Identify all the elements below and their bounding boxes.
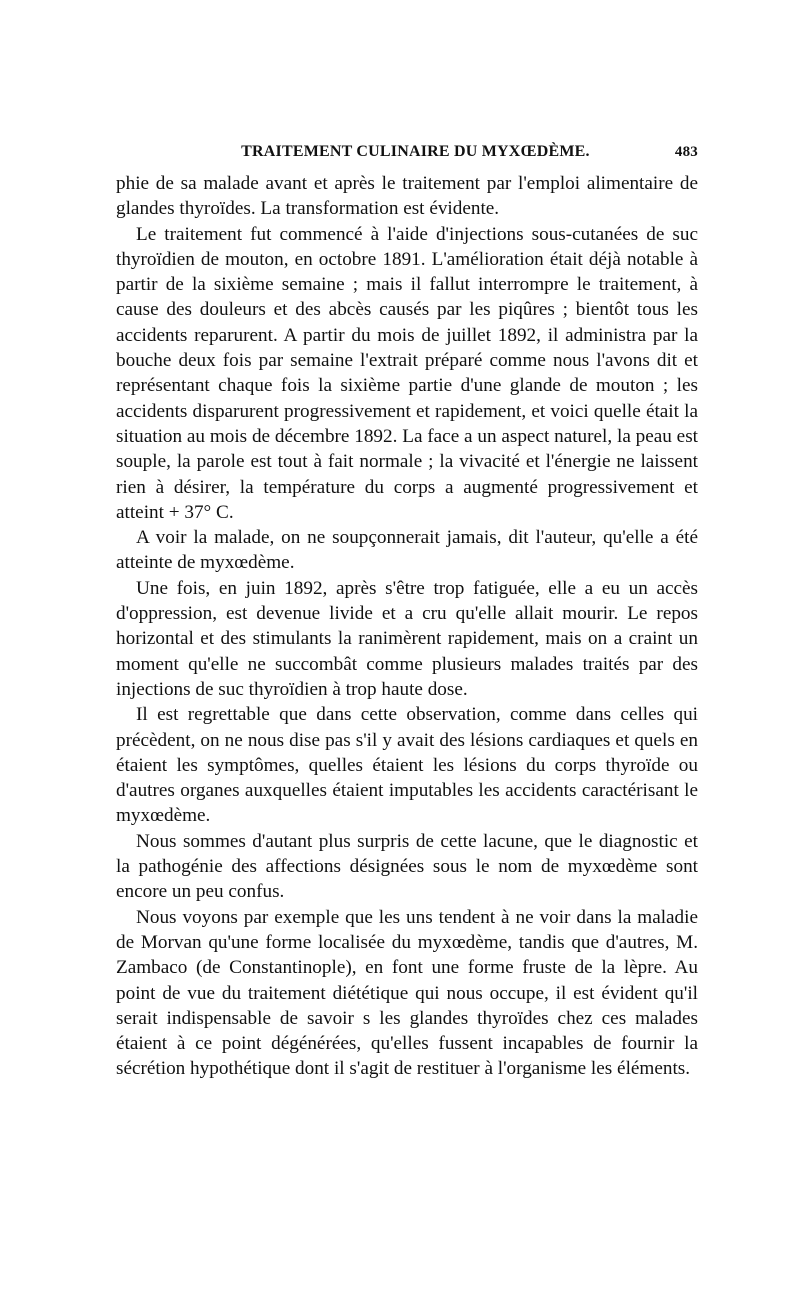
paragraph: Nous voyons par exemple que les uns tendent à ne voir dans la maladie de Morvan qu'une forme localisée du myxœdème, tandis que d'autres, M. Zambaco (de Constantinople), en font une forme fruste de la lèpre. Au point de vue du traitement diététique qui nous occupe, il est évident qu'il serait indispensable de savoir s les glandes thyroïdes chez ces malades étaient à ce point dégénérées, qu'elles fussent incapables de fournir la sécrétion hypothétique dont il s'agit de restituer à l'organisme les éléments. bbox=[116, 906, 698, 1080]
body-text bbox=[116, 171, 698, 1082]
running-title: TRAITEMENT CULINAIRE DU MYXŒDÈME. bbox=[241, 143, 590, 160]
paragraph: Une fois, en juin 1892, après s'être trop fatiguée, elle a eu un accès d'oppression, est devenue livide et a cru qu'elle allait mourir. Le repos horizontal et des stimulants la ranimèrent rapidement, mais on a craint un moment qu'elle ne succombât comme plusieurs malades traités par des injections de suc thyroïdien à trop haute dose. bbox=[116, 577, 698, 700]
paragraph: Le traitement fut commencé à l'aide d'injections sous-cutanées de suc thyroïdien de mouton, en octobre 1891. L'amélioration était déjà notable à partir de la sixième semaine ; mais il fallut interrompre le traitement, à cause des douleurs et des abcès causés par les piqûres ; bientôt tous les accidents reparurent. A partir du mois de juillet 1892, il administra par la bouche deux fois par semaine l'extrait préparé comme nous l'avons dit et représentant chaque fois la sixième partie d'une glande de mouton ; les accidents disparurent progressivement et rapidement, et voici quelle était la situation au mois de décembre 1892. La face a un aspect naturel, la peau est souple, la parole est tout à fait normale ; la vivacité et l'énergie ne laissent rien à désirer, la température du corps a augmenté progressivement et atteint + 37° C. bbox=[116, 223, 698, 523]
paragraph-continuation: phie de sa malade avant et après le traitement par l'emploi alimentaire de glandes thyroïdes. La transformation est évidente. bbox=[116, 173, 698, 220]
paragraph: Il est regrettable que dans cette observation, comme dans celles qui précèdent, on ne nous dise pas s'il y avait des lésions cardiaques et quels en étaient les symptômes, quelles étaient les lésions du corps thyroïde ou d'autres organes auxquelles étaient imputables les accidents caractérisant le myxœdème. bbox=[116, 704, 698, 827]
book-page bbox=[116, 143, 698, 1082]
paragraph: Nous sommes d'autant plus surpris de cette lacune, que le diagnostic et la pathogénie des affections désignées sous le nom de myxœdème sont encore un peu confus. bbox=[116, 830, 698, 903]
page-number: 483 bbox=[674, 144, 698, 160]
paragraph: A voir la malade, on ne soupçonnerait jamais, dit l'auteur, qu'elle a été atteinte de myxœdème. bbox=[116, 527, 698, 574]
running-header bbox=[116, 143, 698, 161]
